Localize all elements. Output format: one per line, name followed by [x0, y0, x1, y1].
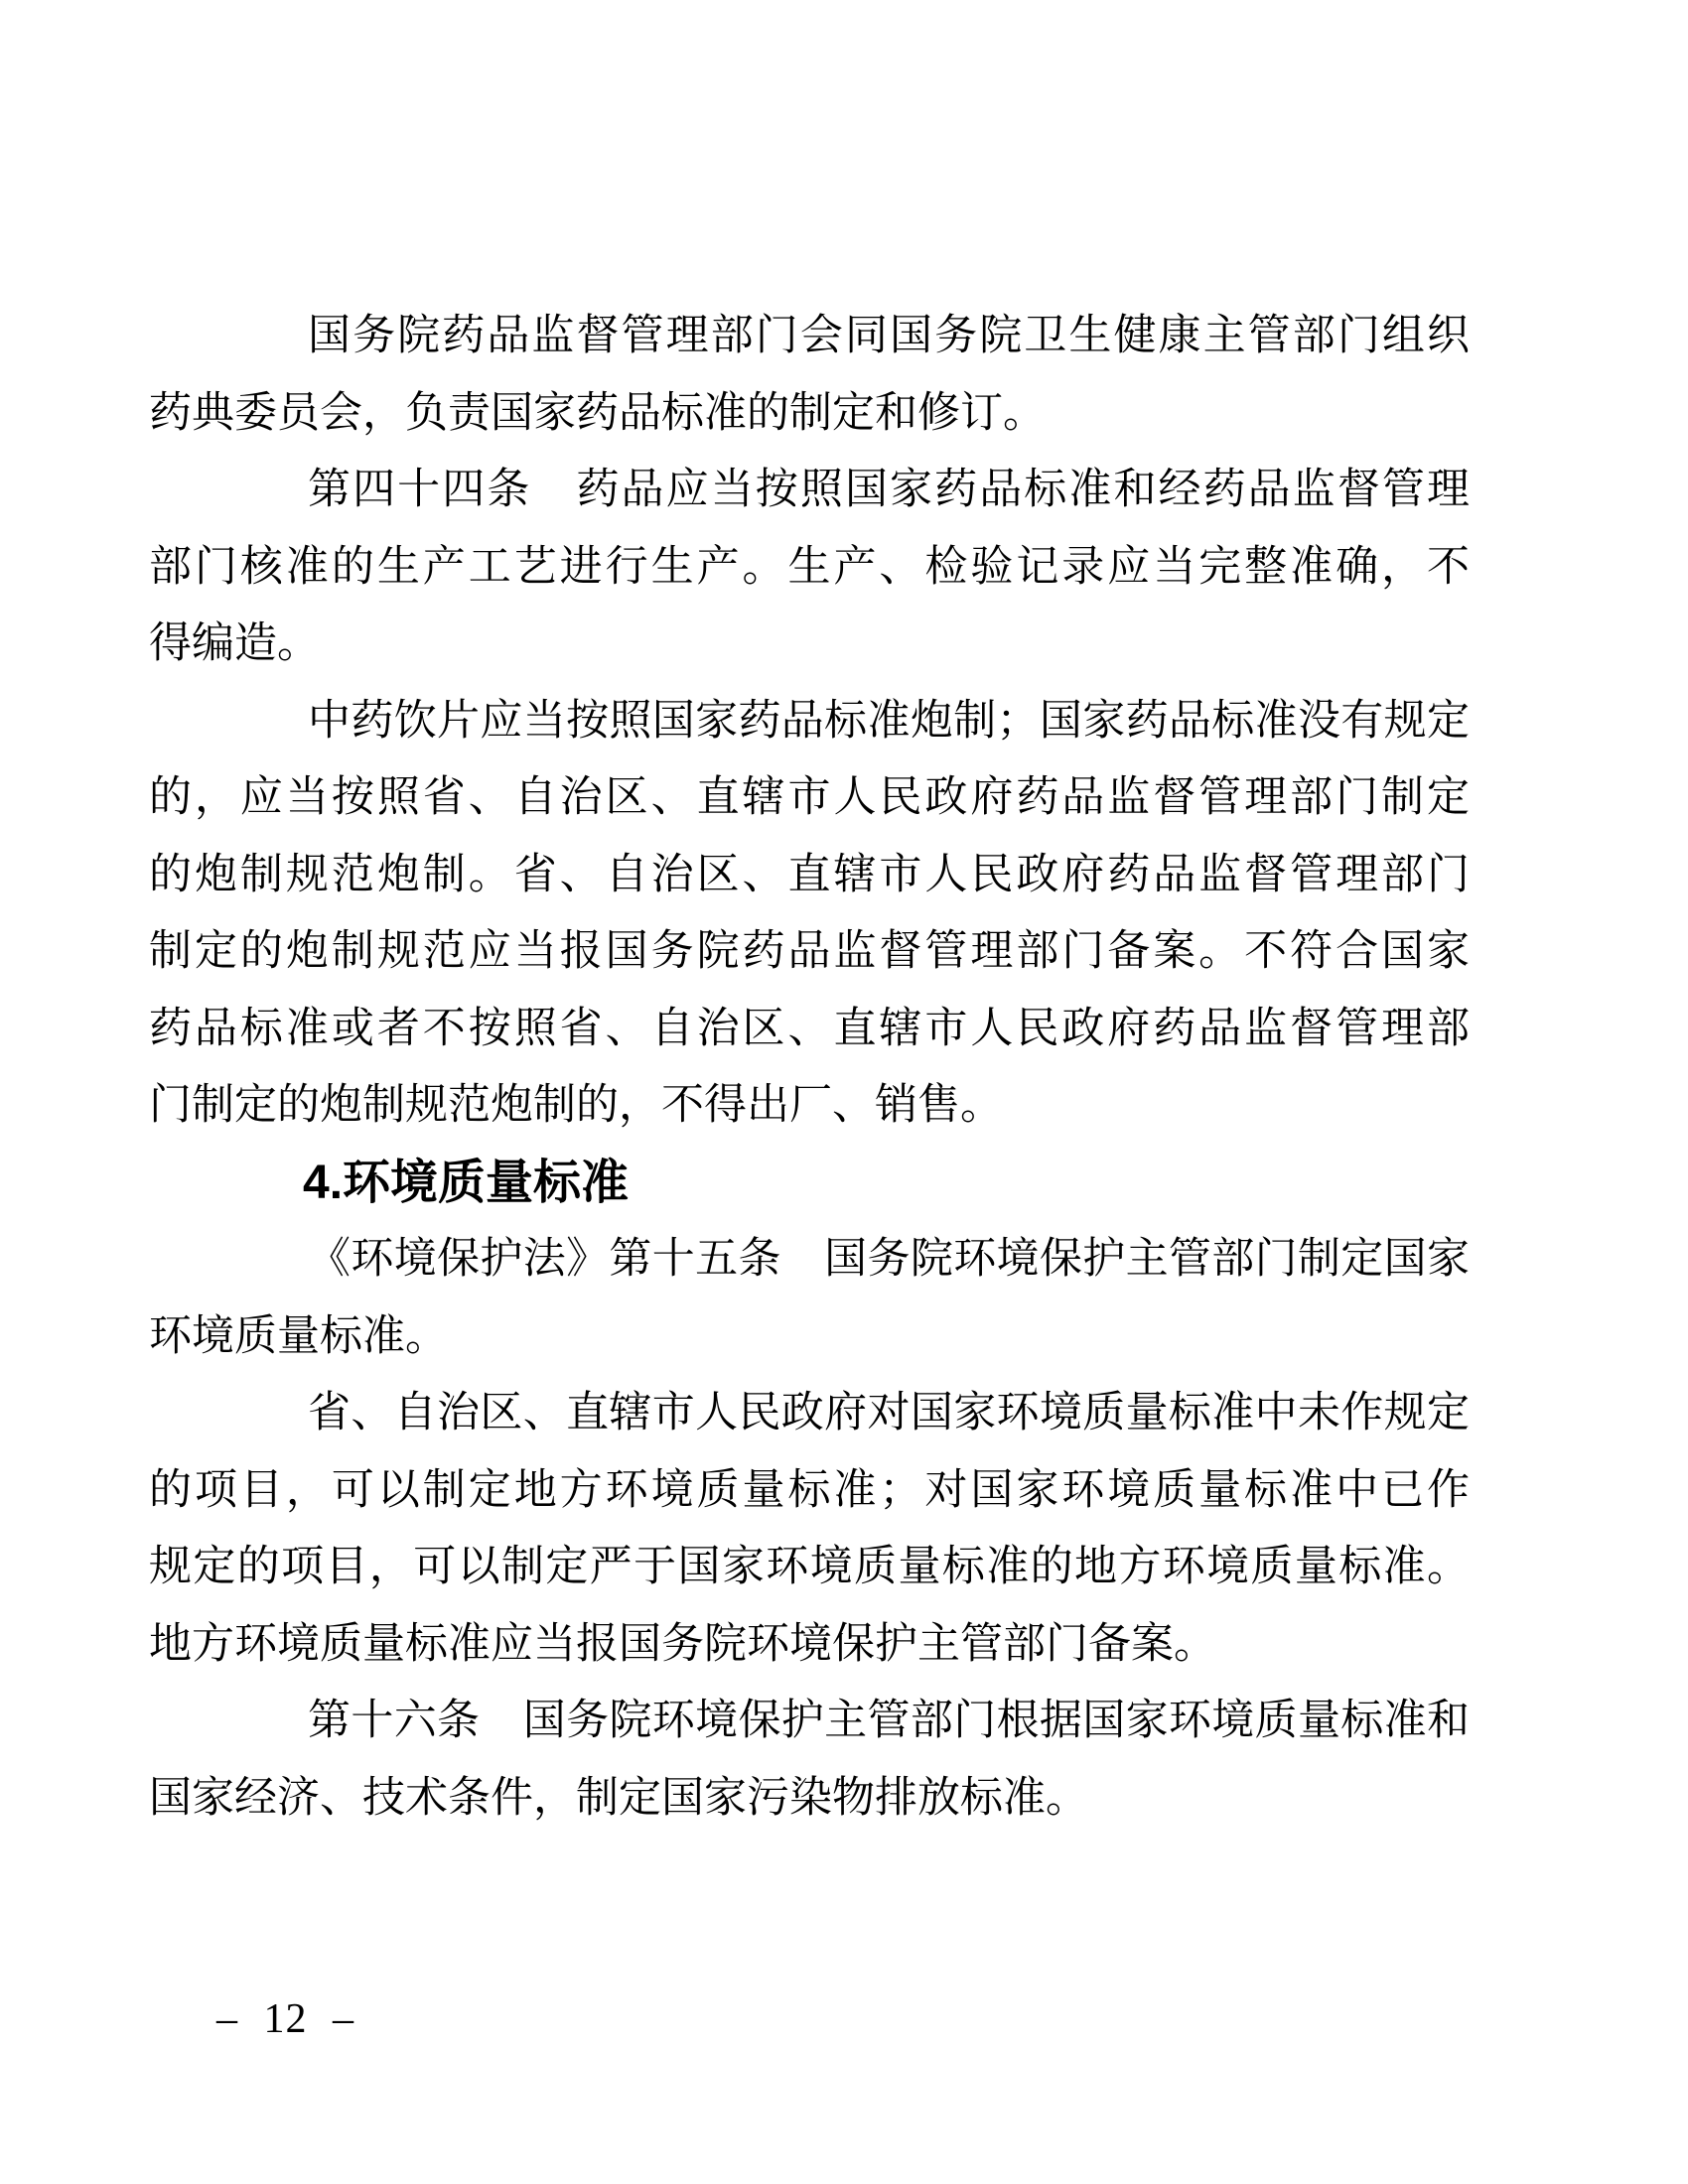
text-line: 得编造。 [149, 620, 320, 667]
text-line: 部门核准的生产工艺进行生产。生产、检验记录应当完整准确，不 [149, 543, 1470, 591]
paragraph [149, 1221, 1470, 1375]
paragraph [149, 298, 1470, 452]
text-line: 国务院药品监督管理部门会同国务院卫生健康主管部门组织 [308, 313, 1470, 359]
text-line: 第四十四条 药品应当按照国家药品标准和经药品监督管理 [308, 467, 1470, 513]
text-line: 规定的项目，可以制定严于国家环境质量标准的地方环境质量标准。 [149, 1544, 1470, 1590]
text-line: 地方环境质量标准应当报国务院环境保护主管部门备案。 [149, 1620, 1216, 1668]
text-line: 中药饮片应当按照国家药品标准炮制；国家药品标准没有规定 [308, 697, 1470, 745]
paragraph [149, 683, 1470, 1145]
text-line: 国家经济、技术条件，制定国家污染物排放标准。 [149, 1774, 1088, 1822]
page-number: – 12 – [216, 1996, 354, 2042]
text-line: 第十六条 国务院环境保护主管部门根据国家环境质量标准和 [308, 1698, 1470, 1744]
text-line: 的炮制规范炮制。省、自治区、直辖市人民政府药品监督管理部门 [149, 851, 1470, 898]
text-line: 的项目，可以制定地方环境质量标准；对国家环境质量标准中已作 [149, 1466, 1470, 1514]
paragraph [149, 1683, 1470, 1837]
text-line: 药品标准或者不按照省、自治区、直辖市人民政府药品监督管理部 [149, 1005, 1470, 1052]
text-line: 门制定的炮制规范炮制的，不得出厂、销售。 [149, 1082, 1003, 1129]
text-line: 省、自治区、直辖市人民政府对国家环境质量标准中未作规定 [308, 1390, 1470, 1436]
section-heading: 4.环境质量标准 [303, 1156, 630, 1209]
document-body [149, 298, 1470, 1837]
text-line: 药典委员会，负责国家药品标准的制定和修订。 [149, 389, 1046, 437]
text-line: 的，应当按照省、自治区、直辖市人民政府药品监督管理部门制定 [149, 774, 1470, 821]
paragraph [149, 1375, 1470, 1683]
text-line: 环境质量标准。 [149, 1312, 448, 1360]
section [149, 1145, 1470, 1222]
text-line: 《环境保护法》第十五条 国务院环境保护主管部门制定国家 [308, 1236, 1470, 1283]
paragraph [149, 452, 1470, 683]
text-line: 制定的炮制规范应当报国务院药品监督管理部门备案。不符合国家 [149, 928, 1470, 975]
